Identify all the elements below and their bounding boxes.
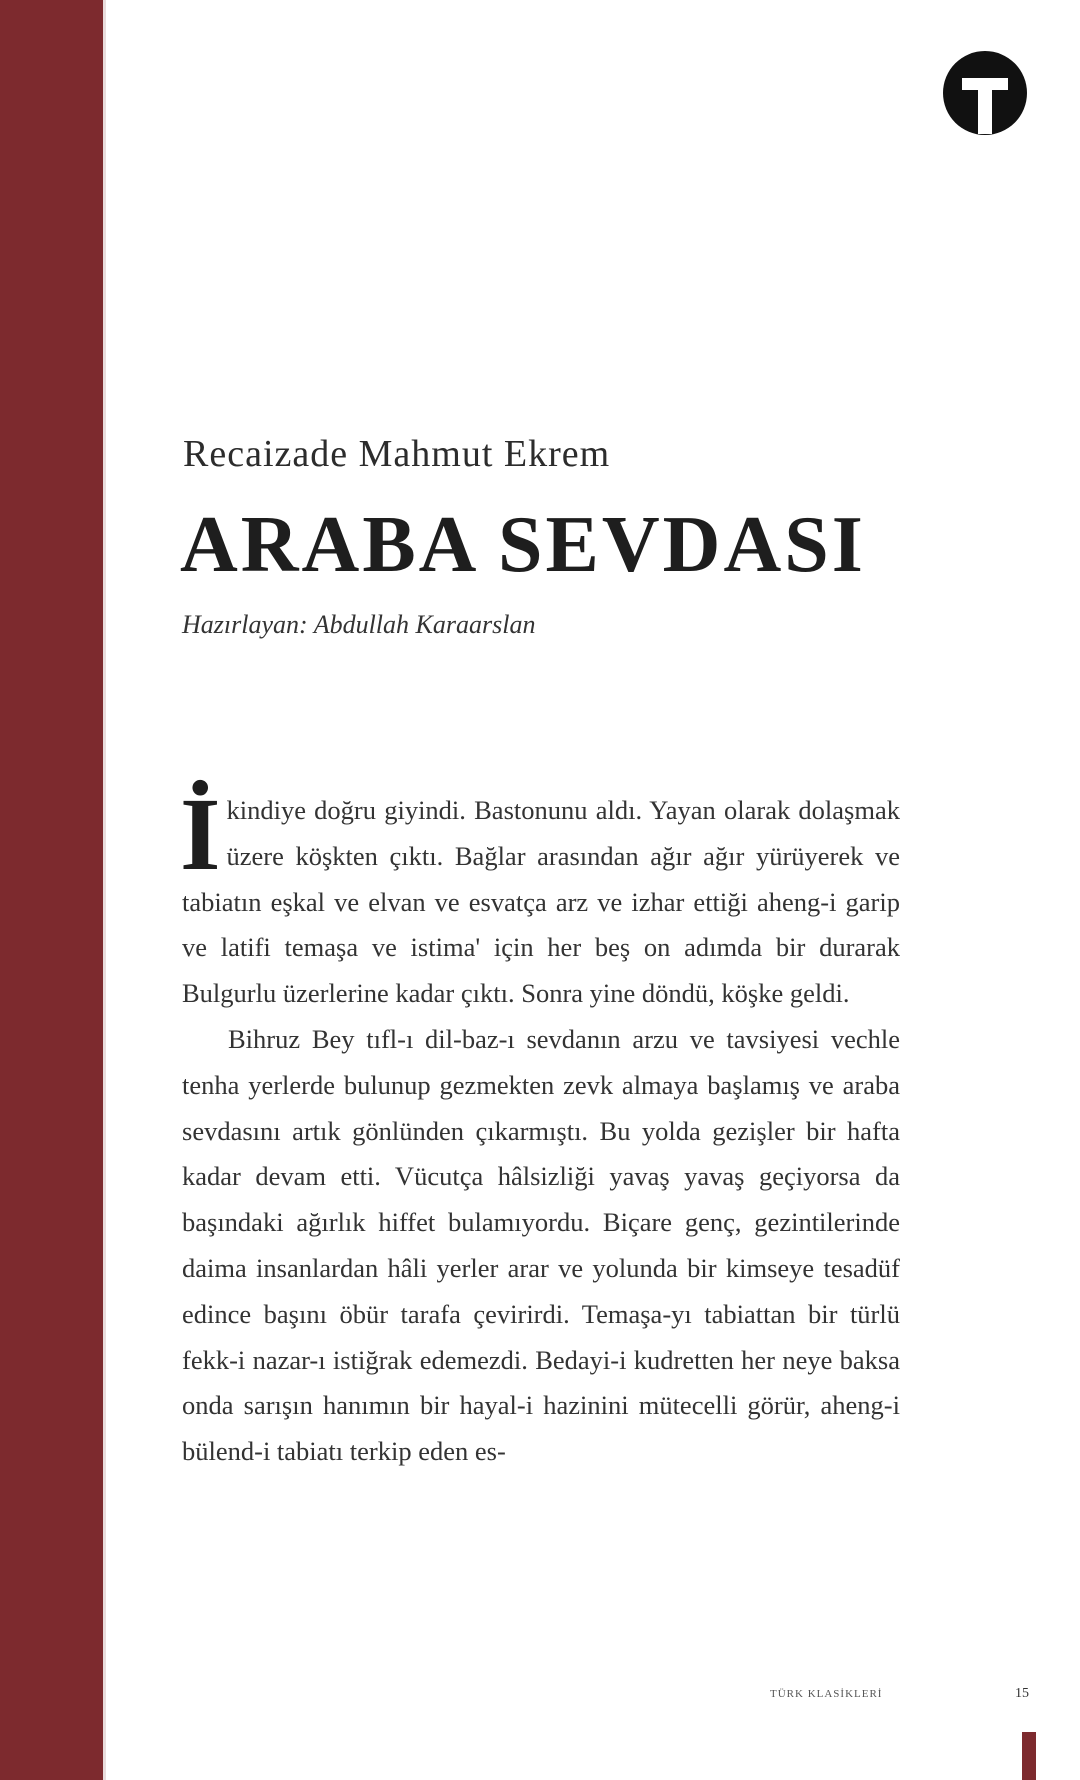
author-name: Recaizade Mahmut Ekrem bbox=[183, 433, 611, 475]
page-edge-mark bbox=[1022, 1732, 1036, 1780]
t-letter-logo-icon bbox=[940, 48, 1030, 138]
book-spine-band bbox=[0, 0, 103, 1780]
page-number: 15 bbox=[1015, 1686, 1029, 1701]
body-text bbox=[180, 777, 900, 1475]
paragraph-1 bbox=[180, 777, 900, 1017]
series-label: TÜRK KLASİKLERİ bbox=[770, 1688, 883, 1700]
drop-cap: İ bbox=[180, 777, 221, 892]
editor-credit: Hazırlayan: Abdullah Karaarslan bbox=[182, 610, 536, 639]
publisher-logo-icon bbox=[940, 48, 1030, 138]
paragraph-2: Bihruz Bey tıfl-ı dil-baz-ı sevdanın arzu ve tavsiyesi vechle tenha yerlerde bulunup gezmekten zevk almaya başlamış ve araba sevdasını artık gönlünden çıkarmıştı. Bu yolda gezişler bir hafta kadar devam etti. Vücutça hâlsizliği yavaş yavaş geçiyorsa da başındaki ağırlık hiffet bulamıyordu. Biçare genç, gezintilerinde daima insanlardan hâli yerler arar ve yolunda bir kimseye tesadüf edince başını öbür tarafa çevirirdi. Temaşa-yı tabiattan bir türlü fekk-i nazar-ı istiğrak edemezdi. Bedayi-i kudretten her neye baksa onda sarışın hanımın bir hayal-i hazinini mütecelli görür, aheng-i bülend-i tabiatı terkip eden es- bbox=[182, 1023, 900, 1467]
paragraph-1-text: kindiye doğru giyindi. Bastonunu aldı. Yayan olarak dolaşmak üzere köşkten çıktı. Bağlar arasından ağır ağır yürüyerek ve tabiatın eşkal ve elvan ve esvatça arz ve izhar ettiği aheng-i garip ve latifi temaşa ve istima' için her beş on adımda bir durarak Bulgurlu üzerlerine kadar çıktı. Sonra yine döndü, köşke geldi. bbox=[182, 795, 900, 1009]
book-title: ARABA SEVDASI bbox=[180, 501, 866, 589]
spine-edge bbox=[103, 0, 106, 1780]
